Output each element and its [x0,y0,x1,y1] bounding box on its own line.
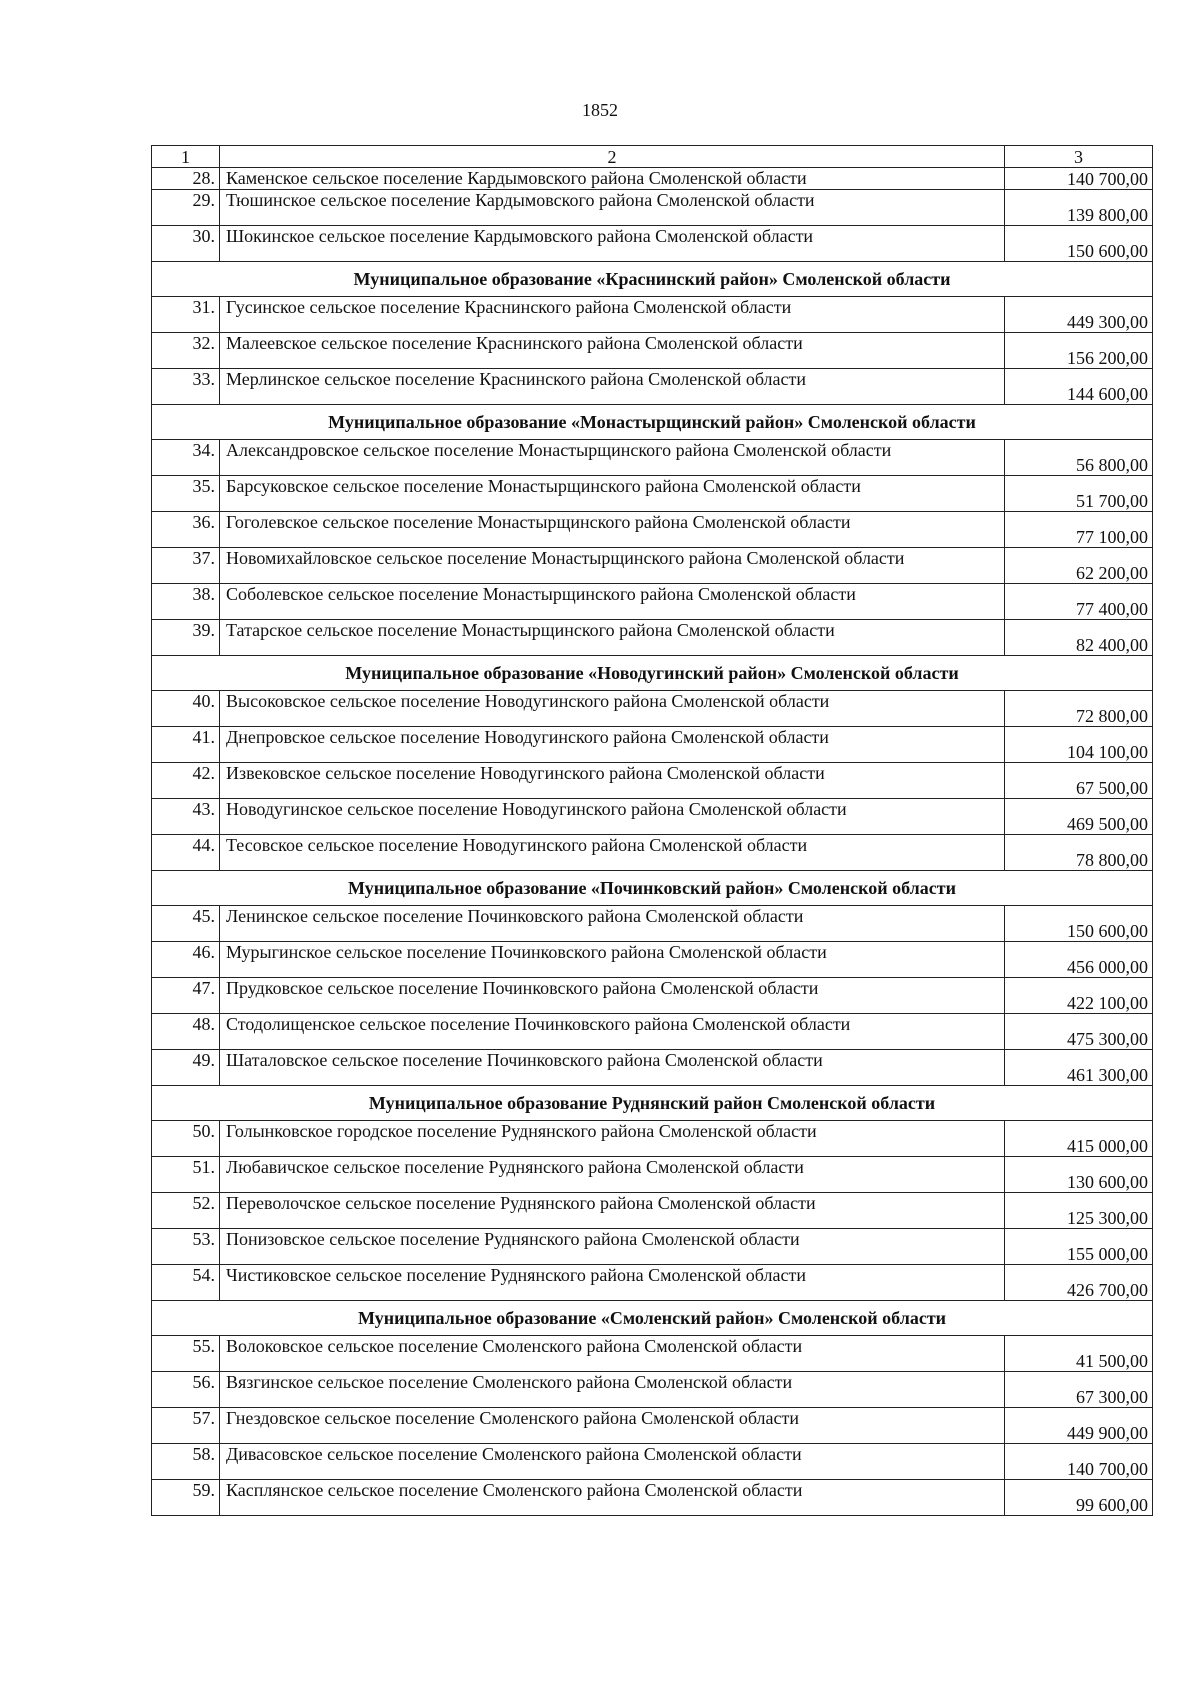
row-number: 28. [152,168,220,190]
row-number: 31. [152,297,220,333]
amount-value: 77 100,00 [1005,512,1153,548]
amount-value: 67 500,00 [1005,763,1153,799]
row-number: 54. [152,1265,220,1301]
section-header-row [152,871,1153,906]
amount-value: 130 600,00 [1005,1157,1153,1193]
amount-value: 67 300,00 [1005,1372,1153,1408]
amount-value: 77 400,00 [1005,584,1153,620]
settlement-name: Любавичское сельское поселение Руднянского района Смоленской области [220,1157,1005,1193]
row-number: 53. [152,1229,220,1265]
table-row [152,297,1153,333]
table-body [152,146,1153,1516]
table-row [152,333,1153,369]
row-number: 39. [152,620,220,656]
settlement-name: Голынковское городское поселение Руднянского района Смоленской области [220,1121,1005,1157]
section-header-row [152,1301,1153,1336]
amount-value: 150 600,00 [1005,906,1153,942]
section-title: Муниципальное образование «Краснинский район» Смоленской области [152,262,1153,297]
table-row [152,1408,1153,1444]
amount-value: 415 000,00 [1005,1121,1153,1157]
amount-value: 140 700,00 [1005,168,1153,190]
amount-value: 155 000,00 [1005,1229,1153,1265]
table-row [152,691,1153,727]
table-row [152,763,1153,799]
row-number: 44. [152,835,220,871]
table-row [152,978,1153,1014]
table-row [152,584,1153,620]
header-col-2: 2 [220,146,1005,168]
table-row [152,1229,1153,1265]
section-title: Муниципальное образование «Смоленский район» Смоленской области [152,1301,1153,1336]
amount-value: 104 100,00 [1005,727,1153,763]
amount-value: 139 800,00 [1005,190,1153,226]
amount-value: 449 300,00 [1005,297,1153,333]
settlement-name: Высоковское сельское поселение Новодугинского района Смоленской области [220,691,1005,727]
table-row [152,440,1153,476]
table-row [152,1014,1153,1050]
settlement-name: Гусинское сельское поселение Краснинского района Смоленской области [220,297,1005,333]
settlement-name: Барсуковское сельское поселение Монастырщинского района Смоленской области [220,476,1005,512]
row-number: 29. [152,190,220,226]
table-row [152,226,1153,262]
row-number: 32. [152,333,220,369]
table-row [152,476,1153,512]
amount-value: 62 200,00 [1005,548,1153,584]
settlement-name: Мурыгинское сельское поселение Починковского района Смоленской области [220,942,1005,978]
amount-value: 461 300,00 [1005,1050,1153,1086]
settlement-name: Тесовское сельское поселение Новодугинского района Смоленской области [220,835,1005,871]
table-row [152,512,1153,548]
settlement-name: Стодолищенское сельское поселение Починковского района Смоленской области [220,1014,1005,1050]
amount-value: 150 600,00 [1005,226,1153,262]
amount-value: 78 800,00 [1005,835,1153,871]
row-number: 36. [152,512,220,548]
amount-value: 99 600,00 [1005,1480,1153,1516]
row-number: 30. [152,226,220,262]
settlement-name: Мерлинское сельское поселение Краснинского района Смоленской области [220,369,1005,405]
row-number: 55. [152,1336,220,1372]
settlement-name: Новомихайловское сельское поселение Монастырщинского района Смоленской области [220,548,1005,584]
amount-value: 125 300,00 [1005,1193,1153,1229]
row-number: 48. [152,1014,220,1050]
settlement-name: Малеевское сельское поселение Краснинского района Смоленской области [220,333,1005,369]
row-number: 49. [152,1050,220,1086]
settlement-name: Новодугинское сельское поселение Новодугинского района Смоленской области [220,799,1005,835]
table-row [152,1121,1153,1157]
row-number: 41. [152,727,220,763]
amount-value: 449 900,00 [1005,1408,1153,1444]
table-row [152,1157,1153,1193]
table-header-row [152,146,1153,168]
table-row [152,168,1153,190]
table-row [152,1193,1153,1229]
table-row [152,835,1153,871]
section-title: Муниципальное образование «Монастырщинский район» Смоленской области [152,405,1153,440]
settlement-name: Каменское сельское поселение Кардымовского района Смоленской области [220,168,1005,190]
row-number: 40. [152,691,220,727]
settlement-name: Гоголевское сельское поселение Монастырщинского района Смоленской области [220,512,1005,548]
settlement-name: Тюшинское сельское поселение Кардымовского района Смоленской области [220,190,1005,226]
amount-value: 41 500,00 [1005,1336,1153,1372]
row-number: 42. [152,763,220,799]
page-number: 1852 [582,100,618,120]
row-number: 50. [152,1121,220,1157]
settlement-name: Понизовское сельское поселение Руднянского района Смоленской области [220,1229,1005,1265]
amount-value: 51 700,00 [1005,476,1153,512]
settlement-name: Ленинское сельское поселение Починковского района Смоленской области [220,906,1005,942]
settlement-name: Дивасовское сельское поселение Смоленского района Смоленской области [220,1444,1005,1480]
row-number: 33. [152,369,220,405]
settlement-name: Вязгинское сельское поселение Смоленского района Смоленской области [220,1372,1005,1408]
row-number: 59. [152,1480,220,1516]
section-header-row [152,262,1153,297]
settlement-name: Касплянское сельское поселение Смоленского района Смоленской области [220,1480,1005,1516]
amount-value: 456 000,00 [1005,942,1153,978]
table-row [152,942,1153,978]
section-header-row [152,405,1153,440]
table-row [152,1336,1153,1372]
table-row [152,1480,1153,1516]
settlement-name: Гнездовское сельское поселение Смоленского района Смоленской области [220,1408,1005,1444]
row-number: 47. [152,978,220,1014]
amount-value: 144 600,00 [1005,369,1153,405]
table-row [152,1372,1153,1408]
header-col-3: 3 [1005,146,1153,168]
section-title: Муниципальное образование «Починковский район» Смоленской области [152,871,1153,906]
table-row [152,727,1153,763]
settlement-name: Прудковское сельское поселение Починковского района Смоленской области [220,978,1005,1014]
row-number: 46. [152,942,220,978]
amount-value: 426 700,00 [1005,1265,1153,1301]
table-row [152,1444,1153,1480]
header-col-1: 1 [152,146,220,168]
amount-value: 82 400,00 [1005,620,1153,656]
table-row [152,620,1153,656]
settlement-name: Переволочское сельское поселение Руднянского района Смоленской области [220,1193,1005,1229]
settlement-name: Татарское сельское поселение Монастырщинского района Смоленской области [220,620,1005,656]
section-header-row [152,1086,1153,1121]
amount-value: 475 300,00 [1005,1014,1153,1050]
amount-value: 56 800,00 [1005,440,1153,476]
row-number: 58. [152,1444,220,1480]
row-number: 51. [152,1157,220,1193]
table-row [152,1265,1153,1301]
row-number: 56. [152,1372,220,1408]
settlement-name: Волоковское сельское поселение Смоленского района Смоленской области [220,1336,1005,1372]
amount-value: 72 800,00 [1005,691,1153,727]
row-number: 35. [152,476,220,512]
table-row [152,1050,1153,1086]
row-number: 37. [152,548,220,584]
settlement-name: Чистиковское сельское поселение Руднянского района Смоленской области [220,1265,1005,1301]
row-number: 45. [152,906,220,942]
table-row [152,369,1153,405]
table-row [152,799,1153,835]
row-number: 52. [152,1193,220,1229]
settlement-name: Соболевское сельское поселение Монастырщинского района Смоленской области [220,584,1005,620]
section-header-row [152,656,1153,691]
settlement-name: Александровское сельское поселение Монастырщинского района Смоленской области [220,440,1005,476]
section-title: Муниципальное образование «Новодугинский район» Смоленской области [152,656,1153,691]
amount-value: 140 700,00 [1005,1444,1153,1480]
row-number: 43. [152,799,220,835]
amount-value: 422 100,00 [1005,978,1153,1014]
settlement-name: Извековское сельское поселение Новодугинского района Смоленской области [220,763,1005,799]
table-row [152,548,1153,584]
settlement-name: Днепровское сельское поселение Новодугинского района Смоленской области [220,727,1005,763]
row-number: 57. [152,1408,220,1444]
settlement-name: Шокинское сельское поселение Кардымовского района Смоленской области [220,226,1005,262]
amount-value: 156 200,00 [1005,333,1153,369]
table-row [152,906,1153,942]
row-number: 34. [152,440,220,476]
section-title: Муниципальное образование Руднянский район Смоленской области [152,1086,1153,1121]
row-number: 38. [152,584,220,620]
amount-value: 469 500,00 [1005,799,1153,835]
settlement-name: Шаталовское сельское поселение Починковского района Смоленской области [220,1050,1005,1086]
table-row [152,190,1153,226]
allocation-table [151,145,1153,1516]
